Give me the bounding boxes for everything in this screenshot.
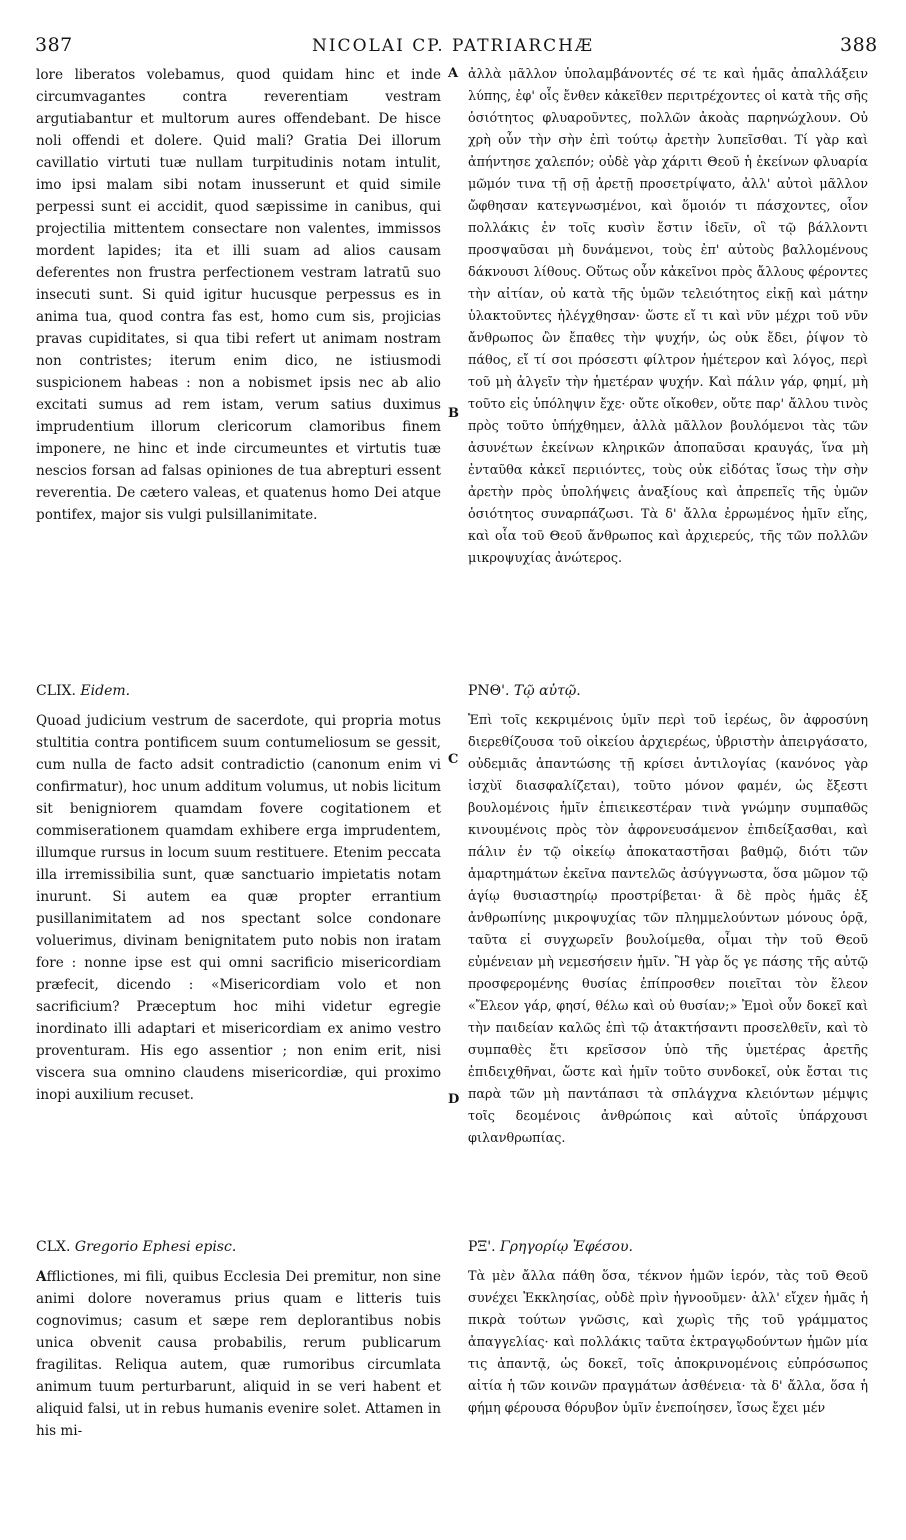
- page-number-right: 388: [840, 34, 878, 56]
- latin-paragraph-1: lore liberatos volebamus, quod quidam hinc et inde circumvagantes contra reverentiam vestram argutiabantur et multorum aures offendebant. De hisce noli offendi et dolere. Quid mali? Gratia Dei illorum cavillatio virtuti tuæ nullam turpitudinis notam intulit, imo ipsi malam sibi notam inusserunt et quid simile perpessi sunt ei accidit, quod sæpissime in canibus, qui projectilia mittentem consectare non valentes, immissos mordent lapides; ita et illi suam ad alios causam deferentes non frustra perfectionem vestram latratū suo insecuti sunt. Si quid igitur hucusque perpessus es in anima tua, quod contra fas est, homo cum sis, projicias pravas cupiditates, si qua tibi refert ut animam nostram non contristes; iterum enim dico, ne istiusmodi suspicionem habeas : non a nobismet ipsis nec ab alio excitati sumus ad rem istam, verum satius duximus imprudentium illorum clericorum clamoribus finem imponere, ne hinc et inde circumeuntes et virtutis tuæ nescios forsan ad falsas opiniones de tua abrepturi essent reverentia. De cætero valeas, et quatenus homo Dei atque pontifex, major sis vulgi pulsillanimitate.: [36, 67, 441, 523]
- latin-paragraph-3: Afflictiones, mi fili, quibus Ecclesia Dei premitur, non sine animi dolore noveramus prius quam e litteris tuis cognovimus; casum et sæpe rem deplorantibus nobis unica obvenit causa probabilis, rerum publicarum fragilitas. Reliqua autem, quæ rumoribus circumlata animum tuum perturbarunt, aliquid in se veri habent et aliquid falsi, ut in rebus humanis evenire solet. Attamen in his mi-: [36, 1269, 441, 1439]
- greek-section-number: ΡΝΘ'.: [468, 683, 510, 699]
- greek-text-block-2: [468, 710, 868, 1150]
- latin-section-heading-160: [36, 1236, 441, 1258]
- latin-section-number: CLIX.: [36, 683, 76, 699]
- latin-section-heading-159: [36, 680, 441, 702]
- margin-letter-b: B: [448, 406, 459, 421]
- greek-paragraph-1: ἀλλὰ μᾶλλον ὑπολαμβάνοντές σέ τε καὶ ἡμᾶς ἀπαλλάξειν λύπης, ἐφ' οἷς ἔνθεν κἀκεῖθεν περιτρέχοντες οἱ κατὰ τῆς σῆς ὁσιότητος φλυαροῦντες, πολλῶν ἀκοὰς παρηνώχλουν. Οὐ χρὴ οὖν τὴν σὴν ἐπὶ τούτῳ ἀρετὴν λυπεῖσθαι. Τί γὰρ καὶ ἀπήντησε χαλεπόν; οὐδὲ γὰρ χάριτι Θεοῦ ἡ ἐκείνων φλυαρία μῶμόν τινα τῇ σῇ ἀρετῇ προσετρίψατο, ἀλλ' αὐτοὶ μᾶλλον ὤφθησαν κατεγνωσμένοι, καὶ ὅμοιόν τι πάσχοντες, οἷον πολλάκις ἐν τοῖς κυσὶν ἔστιν ἰδεῖν, οἳ τῷ βάλλοντι προσψαῦσαι μὴ δυνάμενοι, τοὺς ἐπ' αὐτοὺς βαλλομένους δάκνουσι λίθους. Οὕτως οὖν κἀκεῖνοι πρὸς ἄλλους φέροντες τὴν αἰτίαν, οὐ κατὰ τῆς ὑμῶν τελειότητος εἰκῇ καὶ μάτην ὑλακτοῦντες ἠλέγχθησαν· ὥστε εἴ τι καὶ νῦν μέχρι τοῦ νῦν ἄνθρωπος ὢν ἔπαθες τὴν ψυχήν, ὡς οὐκ ἔδει, ῥίψον τὸ πάθος, εἴ τί σοι πρόσεστι φίλτρον ἡμέτερον καὶ λόγος, περὶ τοῦ μὴ ἀλγεῖν τὴν ἡμετέραν ψυχήν. Καὶ πάλιν γάρ, φημί, μὴ τοῦτο εἰς ὑπόληψιν ἔχε· οὔτε οἴκοθεν, οὔτε παρ' ἄλλου τινὸς πρὸς τοῦτο ὑπήχθημεν, ἀλλὰ μᾶλλον βουλόμενοι τὰς τῶν ἀσυνέτων ἐκείνων κληρικῶν ἀποπαῦσαι κραυγάς, ἵνα μὴ ἐνταῦθα κἀκεῖ περιιόντες, τοὺς οὐκ εἰδότας ἴσως τὴν σὴν ἀρετὴν πρὸς ὑπολήψεις ἀναξίους καὶ ἀπρεπεῖς τῆς ὑμῶν ὁσιότητος συναρπάζωσι. Τὰ δ' ἄλλα ἐρρωμένος ἡμῖν εἴης, καὶ οἷα τοῦ Θεοῦ ἄνθρωπος καὶ ἀρχιερεύς, τῆς τῶν πολλῶν μικροψυχίας ἀνώτερος.: [468, 67, 868, 566]
- page-number-left: 387: [35, 34, 73, 56]
- margin-letter-d: D: [448, 1092, 460, 1107]
- running-title: NICOLAI CP. PATRIARCHÆ: [311, 36, 595, 56]
- latin-text-block-3: [36, 1266, 441, 1442]
- greek-paragraph-3: Τὰ μὲν ἄλλα πάθη ὅσα, τέκνον ἡμῶν ἱερόν, τὰς τοῦ Θεοῦ συνέχει Ἐκκλησίας, οὐδὲ πρὶν ἠγνοοῦμεν· ἀλλ' εἴχεν ἡμᾶς ἡ πικρὰ τούτων γνῶσις, καὶ χωρὶς τῆς τοῦ γράμματος ἀπαγγελίας· καὶ πολλάκις ταῦτα ἐκτραγῳδούντων ἡμῶν μία τις ἀπαντᾷ, ὡς δοκεῖ, τοῖς ἀποκρινομένοις εὐπρόσωπος αἰτία ἡ τῶν κοινῶν πραγμάτων ἀσθένεια· τὰ δ' ἄλλα, ὅσα ἡ φήμη φέρουσα θόρυβον ὑμῖν ἐνεποίησεν, ἴσως ἔχει μέν: [468, 1269, 868, 1416]
- greek-section-addressee: Τῷ αὐτῷ.: [513, 683, 581, 699]
- greek-section-heading-159: [468, 680, 868, 702]
- latin-section-addressee: Gregorio Ephesi episc.: [74, 1239, 237, 1255]
- greek-section-heading-160: [468, 1236, 868, 1258]
- greek-section-number: ΡΞ'.: [468, 1239, 496, 1255]
- greek-text-block-3: [468, 1266, 868, 1420]
- margin-letter-c: C: [448, 752, 459, 767]
- latin-paragraph-2: Quoad judicium vestrum de sacerdote, qui propria motus stultitia contra pontificem suum contumeliosum se gessit, cum nulla de facto adsit contradictio (canonum enim vi confirmatur), hoc unum additum volumus, ut nobis licitum sit benigniorem quamdam fovere cogitationem et commiserationem quamdam exhibere erga imprudentem, illumque rursus in locum suum restituere. Etenim peccata illa irremissibilia sunt, quæ sanctuario impietatis notam inurunt. Si autem ea quæ propter errantium pusillanimitatem ad nos spectant solce condonare voluerimus, divinam benignitatem puto nobis non iratam fore : nonne ipse est qui omni sacrificio misericordiam præfecit, dicendo : «Misericordiam volo et non sacrificium? Præceptum hoc mihi videtur egregie inordinato illi adaptari et misericordiam ex animo vestro proventuram. His ego assentior ; non enim erit, nisi viscera sua omnino claudens misericordiæ, qui proximo inopi auxilium recuset.: [36, 713, 441, 1103]
- latin-text-block-2: [36, 710, 441, 1106]
- latin-text-block-1: [36, 64, 441, 526]
- latin-section-number: CLX.: [36, 1239, 71, 1255]
- latin-section-addressee: Eidem.: [80, 683, 131, 699]
- margin-letter-a: A: [448, 66, 459, 81]
- greek-text-block-1: [468, 64, 868, 570]
- page-header: [0, 0, 906, 62]
- greek-section-addressee: Γρηγορίῳ Ἐφέσου.: [500, 1239, 633, 1255]
- greek-paragraph-2: Ἐπὶ τοῖς κεκριμένοις ὑμῖν περὶ τοῦ ἱερέως, ὃν ἀφροσύνη διερεθίζουσα τοῦ οἰκείου ἀρχιερέως, ὑβριστὴν ἀπειργάσατο, οὐδεμιᾶς ἀπαντώσης τῇ κρίσει ἀντιλογίας (κανόνος γὰρ ἰσχὺϊ διασφαλίζεται), τοῦτο μόνον φαμέν, ὡς ἔξεστι βουλομένοις ἡμῖν ἐπιεικεστέραν τινὰ γνώμην συμπαθῶς κινουμένοις πρὸς τὸν ἀφρονευσάμενον ἐπιδείξασθαι, καὶ πάλιν ἐν τῷ οἰκείῳ ἀποκαταστῆσαι βαθμῷ, διότι τῶν ἁμαρτημάτων ἐκεῖνα παντελῶς ἀσύγγνωστα, ὅσα μῶμον τῷ ἁγίῳ θυσιαστηρίῳ προστρίβεται· ἃ δὲ πρὸς ἡμᾶς ἐξ ἀνθρωπίνης μικροψυχίας τῶν πλημμελούντων μόνους ὁρᾷ, ταῦτα εἰ συγχωρεῖν βουλοίμεθα, οἶμαι τὴν τοῦ Θεοῦ εὐμένειαν μὴ νεμεσήσειν ἡμῖν. Ἢ γὰρ ὅς γε πάσης τῆς αὐτῷ προσφερομένης θυσίας ἐπίπροσθεν ποιεῖται τὸν ἔλεον «Ἔλεον γάρ, φησί, θέλω καὶ οὐ θυσίαν;» Ἐμοὶ οὖν δοκεῖ καὶ τὴν παιδείαν καλῶς ἐπὶ τῷ ἀτακτήσαντι προσελθεῖν, καὶ τὸ συμπαθὲς ἔτι κρεῖσσον ὑπὸ τῆς ὑμετέρας ἀρετῆς ἐπιδειχθῆναι, ὥστε καὶ ἡμῖν τοῦτο συνδοκεῖ, οὐκ ἔσται τις παρὰ τῶν μὴ παντάπασι τὰ σπλάγχνα κλειόντων μέμψις τοῖς δεομένοις ἀνθρώποις καὶ αὐτοῖς ὑπάρχουσι φιλανθρωπίας.: [468, 713, 868, 1146]
